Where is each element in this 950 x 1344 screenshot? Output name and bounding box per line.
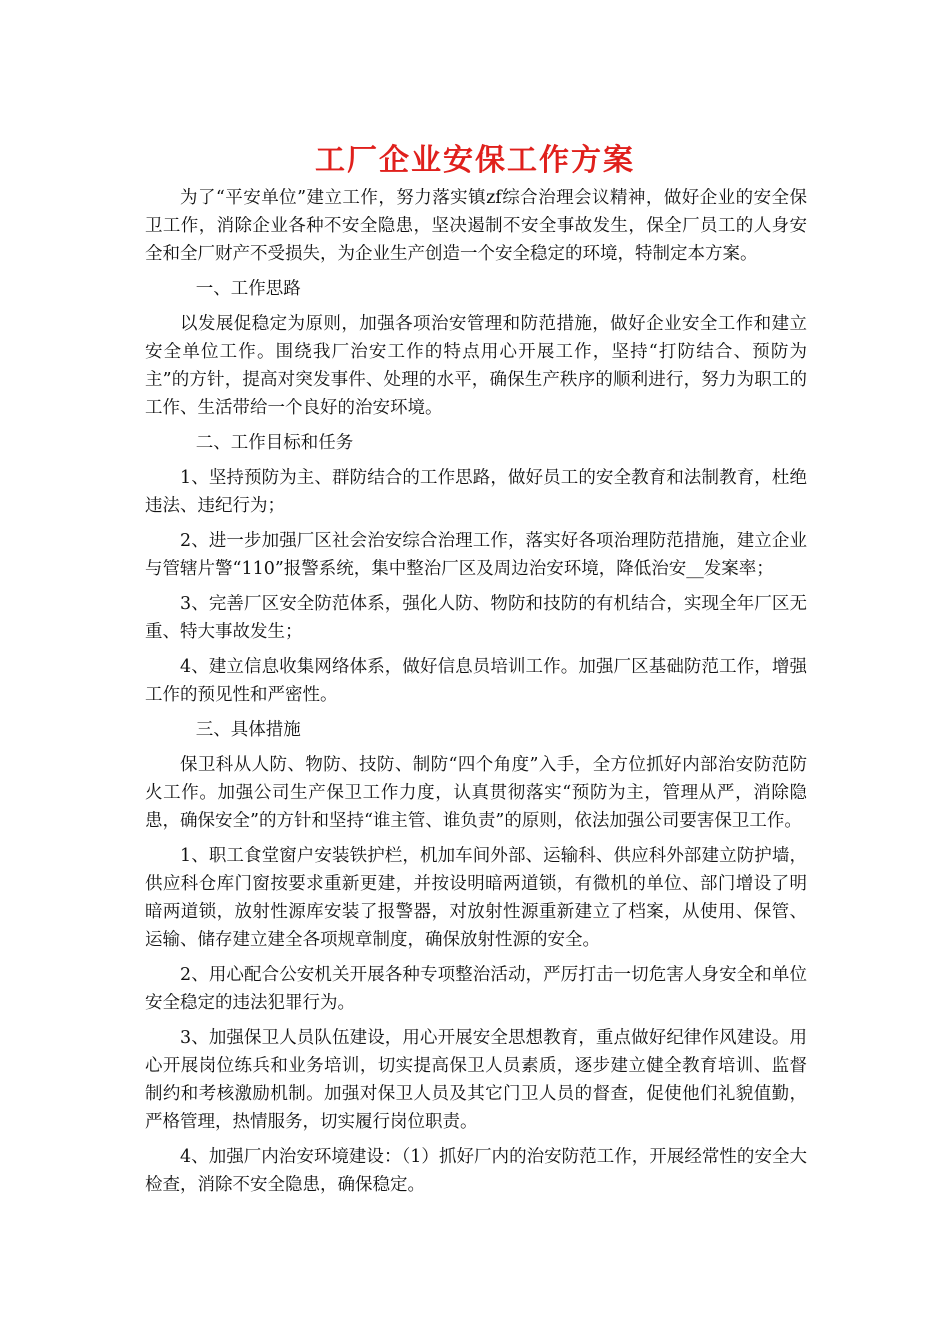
document-title: 工厂企业安保工作方案 bbox=[315, 143, 635, 178]
measure-item-4: 4、加强厂内治安环境建设：（1）抓好厂内的治安防范工作，开展经常性的安全大检查，消除不安全隐患，确保稳定。 bbox=[145, 1147, 807, 1195]
intro-paragraph: 为了“平安单位”建立工作，努力落实镇zf综合治理会议精神，做好企业的安全保卫工作，消除企业各种不安全隐患，坚决遏制不安全事故发生，保全厂员工的人身安全和全厂财产不受损失，为企业生产创造一个安全稳定的环境，特制定本方案。 bbox=[145, 188, 807, 264]
measures-intro-paragraph: 保卫科从人防、物防、技防、制防“四个角度”入手，全方位抓好内部治安防范防火工作。加强公司生产保卫工作力度，认真贯彻落实“预防为主，管理从严，消除隐患，确保安全”的方针和坚持“谁主管、谁负责”的原则，依法加强公司要害保卫工作。 bbox=[145, 755, 807, 831]
section-heading-measures: 三、具体措施 bbox=[195, 720, 301, 740]
goal-item-4: 4、建立信息收集网络体系，做好信息员培训工作。加强厂区基础防范工作，增强工作的预见性和严密性。 bbox=[145, 657, 807, 705]
section-heading-approach: 一、工作思路 bbox=[195, 279, 301, 299]
goal-item-1: 1、坚持预防为主、群防结合的工作思路，做好员工的安全教育和法制教育，杜绝违法、违纪行为； bbox=[145, 468, 807, 516]
goal-item-3: 3、完善厂区安全防范体系，强化人防、物防和技防的有机结合，实现全年厂区无重、特大事故发生； bbox=[145, 594, 807, 642]
section-heading-goals: 二、工作目标和任务 bbox=[195, 433, 354, 453]
goal-item-2: 2、进一步加强厂区社会治安综合治理工作，落实好各项治理防范措施，建立企业与管辖片警“110”报警系统，集中整治厂区及周边治安环境，降低治安__发案率； bbox=[145, 531, 807, 579]
document-body bbox=[145, 184, 807, 1206]
measure-item-3: 3、加强保卫人员队伍建设，用心开展安全思想教育，重点做好纪律作风建设。用心开展岗位练兵和业务培训，切实提高保卫人员素质，逐步建立健全教育培训、监督制约和考核激励机制。加强对保卫人员及其它门卫人员的督查，促使他们礼貌值勤，严格管理，热情服务，切实履行岗位职责。 bbox=[145, 1028, 807, 1132]
approach-paragraph: 以发展促稳定为原则，加强各项治安管理和防范措施，做好企业安全工作和建立安全单位工作。围绕我厂治安工作的特点用心开展工作，坚持“打防结合、预防为主”的方针，提高对突发事件、处理的水平，确保生产秩序的顺利进行，努力为职工的工作、生活带给一个良好的治安环境。 bbox=[145, 314, 807, 418]
measure-item-2: 2、用心配合公安机关开展各种专项整治活动，严厉打击一切危害人身安全和单位安全稳定的违法犯罪行为。 bbox=[145, 965, 807, 1013]
measure-item-1: 1、职工食堂窗户安装铁护栏，机加车间外部、运输科、供应科外部建立防护墙，供应科仓库门窗按要求重新更建，并按设明暗两道锁，有微机的单位、部门增设了明暗两道锁，放射性源库安装了报警器，对放射性源重新建立了档案，从使用、保管、运输、储存建立建全各项规章制度，确保放射性源的安全。 bbox=[145, 846, 807, 950]
